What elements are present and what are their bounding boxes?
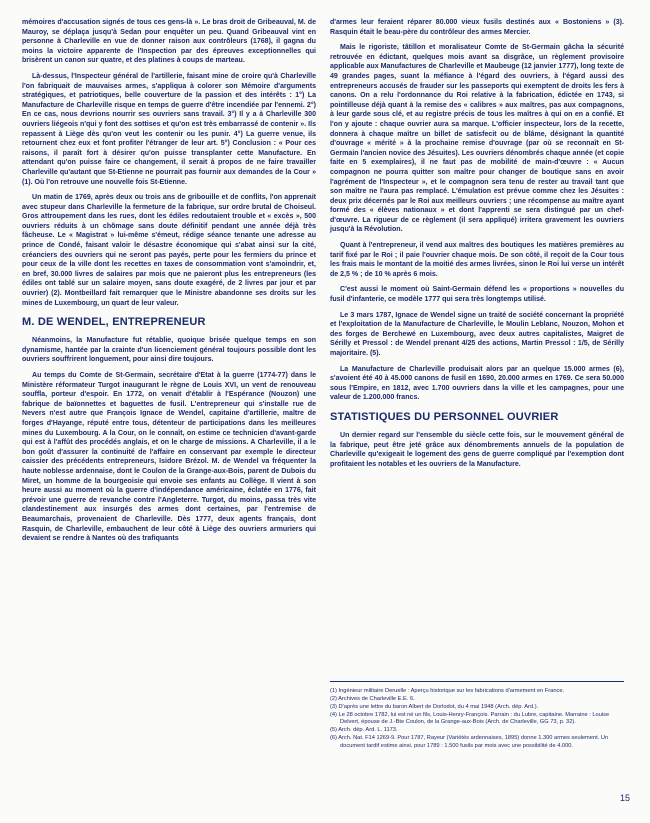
right-paragraphs-before	[330, 18, 624, 403]
paragraph: Au temps du Comte de St-Germain, secrétaire d'Etat à la guerre (1774-77) dans le Ministère réformateur Turgot inaugurant le règne de Louis XVI, un vent de renouveau souffla, porteur d'espoir. En 1772, on venait d'établir à l'Espérance (Nouzon) une fabrique de baïonnettes et baguettes de fusil. L'entrepreneur qui s'installe rue de Nevers n'est autre que François Ignace de Wendel, capitaine d'artillerie, maître de forges d'Hayange, réputé entre tous, détenteur de participations dans les meilleures mines du Luxembourg. A la Cour, on le connaît, on estime ce technicien d'avant-garde qui est à l'affût des procédés anglais, et on le charge de missions. A Charleville, il a le bon goût d'assurer la continuité de l'affaire en conservant par exemple le directeur caissier des précédents entrepreneurs, Isidore Brézol. M. de Wendel va fréquenter la haute noblesse ardennaise, dont le Coulon de la Grange-aux-Bois, parent de Dubois du Miret, un homme de la bourgeoisie qui envoie ses enfants au Collège. Il vient à son heure aussi au moment où la guerre d'indépendance américaine, éclatée en 1776, fait prévoir une guerre de revanche contre l'Angleterre. Turgot, du moins, passa très vite clandestinement aux insurgés des armes dont certaines, par l'entremise de Beaumarchais, provenaient de Charleville. Dès 1777, deux agents français, dont Rasquin, de Charleville, embauchent de leur côté à Liège des ouvriers armuriers qui devaient se rendre à Nantes où des trafiquants	[22, 372, 316, 543]
paragraph: Le 3 mars 1787, Ignace de Wendel signe un traité de société concernant la propriété et l'exploitation de la Manufacture de Charleville, le Moulin Leblanc, Nouzon, Mohon et des forges de Berchewé en Luxembourg, avec deux autres capitalistes, Maigret de Sérilly et Pressol : de Wendel prenant 4/25 des actions, Martin Pressol : 1/5, de Sérilly majoritaire. (5).	[330, 311, 624, 357]
section-heading-wendel: M. DE WENDEL, ENTREPRENEUR	[22, 316, 206, 329]
paragraph: Un matin de 1769, après deux ou trois ans de gribouille et de conflits, l'on apprenait avec stupeur dans Charleville la fermeture de la fabrique, sur ordre brutal de Choiseul. Gros attroupement dans les rues, dont les édiles redoutaient trouble et « excès », 500 ouvriers réduits à un chômage sans doute définitif pendant une année déjà très fâcheuse. Le « Magistrat » lui-même s'émeut, rédige séance tenante une adresse au prince de Condé, faisant valoir le désastre économique qui s'abat ainsi sur la cité, créanciers des ouvriers qui ne seront pas payés, perte pour les fermiers du prince et pour ceux de la ville dont les recettes en taxes de consommation vont s'amoindrir, et, en bref, 30.000 livres de salaires par mois que ne paieront plus les entrepreneurs (les édiles ont tablé sur un salaire moyen, sans doute exagéré, de 2 livres par jour et par ouvrier) (2). Montbeillard fait remarquer que le Ministre abandonne ses droits sur les mines de Luxembourg, un quart de leur valeur.	[22, 194, 316, 307]
footnote: (6) Arch. Nat. F14 1269-9. Pour 1787, Rayeur (Variétés ardennaises, 1895) donne 1.300 armes seulement. Un document tardif estime ainsi, pour 1789 : 1.500 fusils par mois avec une possibilité de 4.000.	[330, 735, 609, 749]
paragraph: La Manufacture de Charleville produisait alors par an quelque 15.000 armes (6), s'avoient été 40 à 45.000 canons de fusil en 1690, 20.000 armes en 1769. Ce sera 50.000 sous l'Empire, en 1812, avec 1.700 ouvriers dans la ville et les campagnes, pour une valeur de 1.200.000 francs.	[330, 365, 624, 402]
page-number: 15	[620, 793, 631, 803]
footnote: (4) Le 28 octobre 1782, lui est né un fils, Louis-Henry-François. Parrain : du Lubre, capitaine. Marraine : Louise Delvert, épouse de J.-Bte Coulon, de la Grange-aux-Bois (Arch. de Charleville, GG 73, p. 32).	[330, 712, 610, 726]
paragraph: C'est aussi le moment où Saint-Germain défend les « proportions » nouvelles du fusil d'infanterie, ce modèle 1777 qui sera très longtemps utilisé.	[330, 286, 624, 304]
footnotes	[330, 681, 624, 751]
paragraph: Quant à l'entrepreneur, il vend aux maîtres des boutiques les matières premières au tarif fixé par le Roi ; il paie l'ouvrier chaque mois. De son côté, il reçoit de la Cour tous les frais mais le montant de la moitié des armes livrées, sinon le Roi lui verse un intérêt de 2,5 % ; de 10 % après 6 mois.	[330, 242, 624, 278]
right-column	[330, 18, 624, 475]
paragraph: d'armes leur feraient réparer 80.000 vieux fusils destinés aux « Bostoniens » (3). Rasquin était le beau-père du contrôleur des armes Mercier.	[330, 19, 624, 36]
section-heading-statistiques: STATISTIQUES DU PERSONNEL OUVRIER	[330, 410, 559, 423]
left-paragraphs-after	[22, 336, 316, 543]
footnote: (5) Arch. dép. Ard. L. 1173.	[330, 727, 398, 734]
paragraph: Mais le rigoriste, tâtillon et moralisateur Comte de St-Germain gâcha la sécurité retrouvée en édictant, quelques mois avant sa disgrâce, un règlement provisoire applicable aux Manufactures de Charleville et Maubeuge (12 janvier 1777), long texte de 49 grandes pages, suant la méfiance à l'égard des ouvriers, à l'égard aussi des entrepreneurs accusés de frauder sur les passeports qui exemptent de droits les fers à canons. On a relu l'ordonnance du Roi relative à la fabrication, édictée en 1743, si pointilleuse déjà quant à la remise des « calibres » aux maîtres, pas aux compagnons, à leur garde sous clé, et au registre précis de tous les maîtres à qui on en a confié. Et l'on y ajoute : chaque ouvrier aura sa marque. L'officier inspecteur, lors de la recette, donnera à chaque maître un billet de satisfecit ou de blâme, désignant la quantité d'ouvrage « mérité » à la prochaine remise d'ouvrage (par où se reconnaît en St-Germain l'ancien novice des Jésuites). Les ouvriers dénombrés chaque année (et copie faite en 5 exemplaires), il ne faut pas de mobilité de main-d'œuvre : « Aucun compagnon ne pourra quitter son maître pour changer de boutique sans en avoir l'agrément de l'Inspecteur », et le compagnon sera tenu de rester au travail tant que son maître ne l'aura pas remplacé. L'émulation est prévue comme chez les Jésuites : deux prix décernés par le Roi aux meilleurs ouvriers ; une récompense au maître ayant formé des « élèves nationaux » et dont l'apprenti se sera distingué par un chef-d'œuvre. La rigueur de ce règlement (il sera appliqué) irritera gravement les ouvriers jusqu'à la Révolution.	[330, 44, 624, 234]
footnote: (3) D'après une lettre du baron Albert de Dorlodot, du 4 mai 1948 (Arch. dép. Ard.).	[330, 704, 539, 710]
paragraph: Là-dessus, l'Inspecteur général de l'artillerie, faisant mine de croire qu'à Charleville l'on fabriquait de mauvaises armes, s'appliqua à colorer son Mémoire d'arguments stratégiques, et patriotiques, belle couverture de la passion et des intérêts : 1°) La Manufacture de Charleville risque en temps de guerre d'être incendiée par l'ennemi. 2°) En ce cas, nous devrions nourrir ses ouvriers sans travail. 3°) Il y a à Charleville 300 ouvriers liégeois n'qui y font des sottises et qu'on est très embarrassé de contenir ». Ils repassent à Liège dès qu'on veut les contenir ou les punir. 4°) La guerre venue, ils retournent chez eux et font profiter l'étranger de leur art. 5°) Conclusion : « Pour ces raisons, il paraît fort à désirer qu'on puisse transplanter cette Manufacture. En attendant qu'on puisse faire ce changement, il serait à propos de ne faire travailler Charleville qu'autant que St-Etienne ne pourrait pas fournir aux demandes de la Cour » (1). Où l'on retrouve une nouvelle fois St-Etienne.	[22, 72, 316, 186]
paragraph: mémoires d'accusation signés de tous ces gens-là ». Le bras droit de Gribeauval, M. de Mauroy, se déplaça jusqu'à Sedan pour enquêter un peu. Quand Gribeauval vint en personne à Charleville en vue de donner raison aux contrôleurs (1768), il gagna du moins la victoire apparente de l'Inspection par des épreuves exceptionnelles qui brisèrent un canon sur quatre, et des platines à coups de marteau.	[22, 19, 316, 65]
footnote: (2) Archives de Charleville E.E. 6.	[330, 696, 415, 702]
left-column	[22, 18, 316, 550]
right-paragraphs-after	[330, 431, 624, 469]
paragraph: Un dernier regard sur l'ensemble du siècle cette fois, sur le mouvement général de la fabrique, peut être jeté grâce aux dénombrements annuels de la population de Charleville qu'exigeait le logement des gens de guerre compliqué par l'exemption dont profitaient les notables et les ouvriers de la Manufacture.	[330, 431, 624, 468]
left-paragraphs-before	[22, 18, 316, 308]
footnote: (1) Ingénieur militaire Deruelle : Aperçu historique sur les fabrications d'armement en France.	[330, 688, 565, 694]
paragraph: Néanmoins, la Manufacture fut rétablie, quoique brisée quelque temps en son dynamisme, hantée par la crainte d'un licenciement général toujours possible dont les ouvriers souffrirent longuement, pour ainsi dire toujours.	[22, 337, 316, 364]
